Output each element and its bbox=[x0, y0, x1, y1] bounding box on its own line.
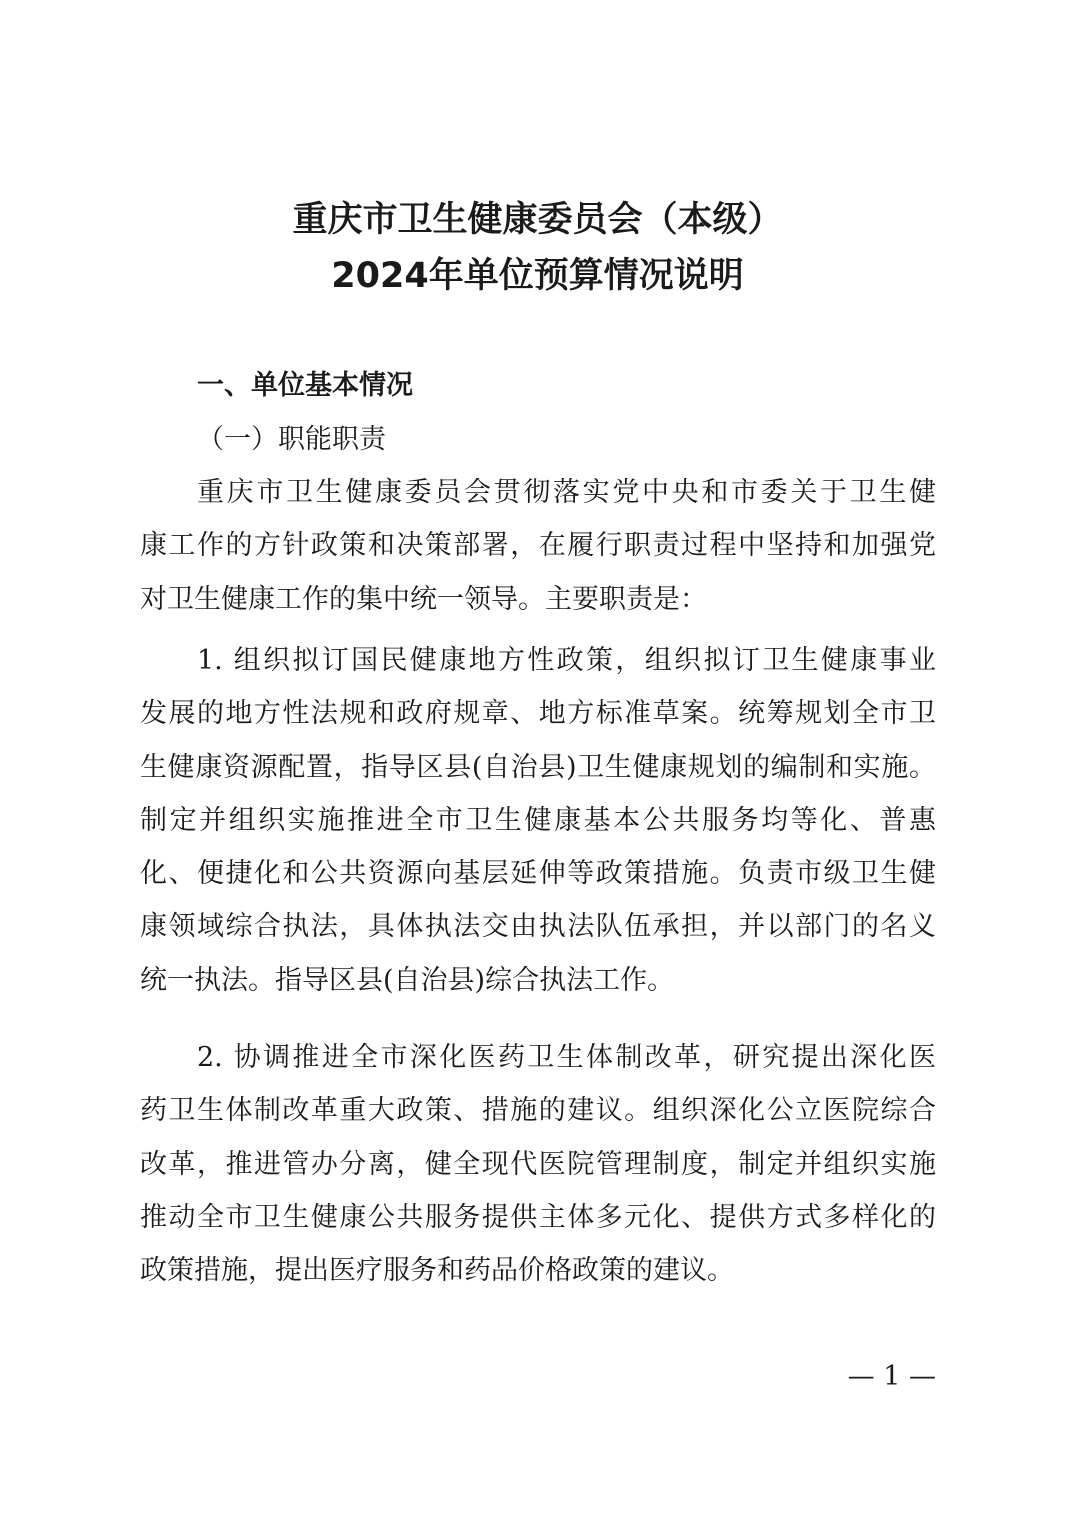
paragraph-item-2 bbox=[140, 1031, 936, 1297]
paragraph-line: 推动全市卫生健康公共服务提供主体多元化、提供方式多样化的 bbox=[140, 1201, 936, 1233]
paragraph-line: 改革，推进管办分离，健全现代医院管理制度，制定并组织实施 bbox=[140, 1148, 936, 1180]
paragraph-line: 政策措施，提出医疗服务和药品价格政策的建议。 bbox=[140, 1255, 734, 1287]
document-title-line-2: 2024年单位预算情况说明 bbox=[331, 256, 744, 296]
paragraph-line: 生健康资源配置，指导区县(自治县)卫生健康规划的编制和实施。 bbox=[140, 751, 936, 783]
paragraph-line: 化、便捷化和公共资源向基层延伸等政策措施。负责市级卫生健 bbox=[140, 858, 936, 890]
paragraph-line: 康领域综合执法，具体执法交由执法队伍承担，并以部门的名义 bbox=[140, 911, 936, 943]
document-title-line-1: 重庆市卫生健康委员会（本级） bbox=[292, 200, 783, 240]
paragraph-intro bbox=[140, 466, 936, 626]
paragraph-line: 重庆市卫生健康委员会贯彻落实党中央和市委关于卫生健 bbox=[197, 477, 936, 508]
paragraph-line: 对卫生健康工作的集中统一领导。主要职责是： bbox=[140, 583, 707, 615]
page-number: — 1 — bbox=[847, 1361, 936, 1392]
paragraph-line: 统一执法。指导区县(自治县)综合执法工作。 bbox=[140, 964, 675, 996]
paragraph-line: 发展的地方性法规和政府规章、地方标准草案。统筹规划全市卫 bbox=[140, 698, 936, 730]
subsection-heading: （一）职能职责 bbox=[197, 424, 386, 455]
section-heading: 一、单位基本情况 bbox=[197, 370, 413, 401]
paragraph-line: 1. 组织拟订国民健康地方性政策，组织拟订卫生健康事业 bbox=[197, 645, 936, 676]
paragraph-line: 制定并组织实施推进全市卫生健康基本公共服务均等化、普惠 bbox=[140, 804, 936, 836]
paragraph-item-1 bbox=[140, 634, 936, 1007]
paragraph-line: 康工作的方针政策和决策部署，在履行职责过程中坚持和加强党 bbox=[140, 530, 936, 562]
paragraph-line: 2. 协调推进全市深化医药卫生体制改革，研究提出深化医 bbox=[197, 1042, 936, 1073]
paragraph-line: 药卫生体制改革重大政策、措施的建议。组织深化公立医院综合 bbox=[140, 1095, 936, 1127]
